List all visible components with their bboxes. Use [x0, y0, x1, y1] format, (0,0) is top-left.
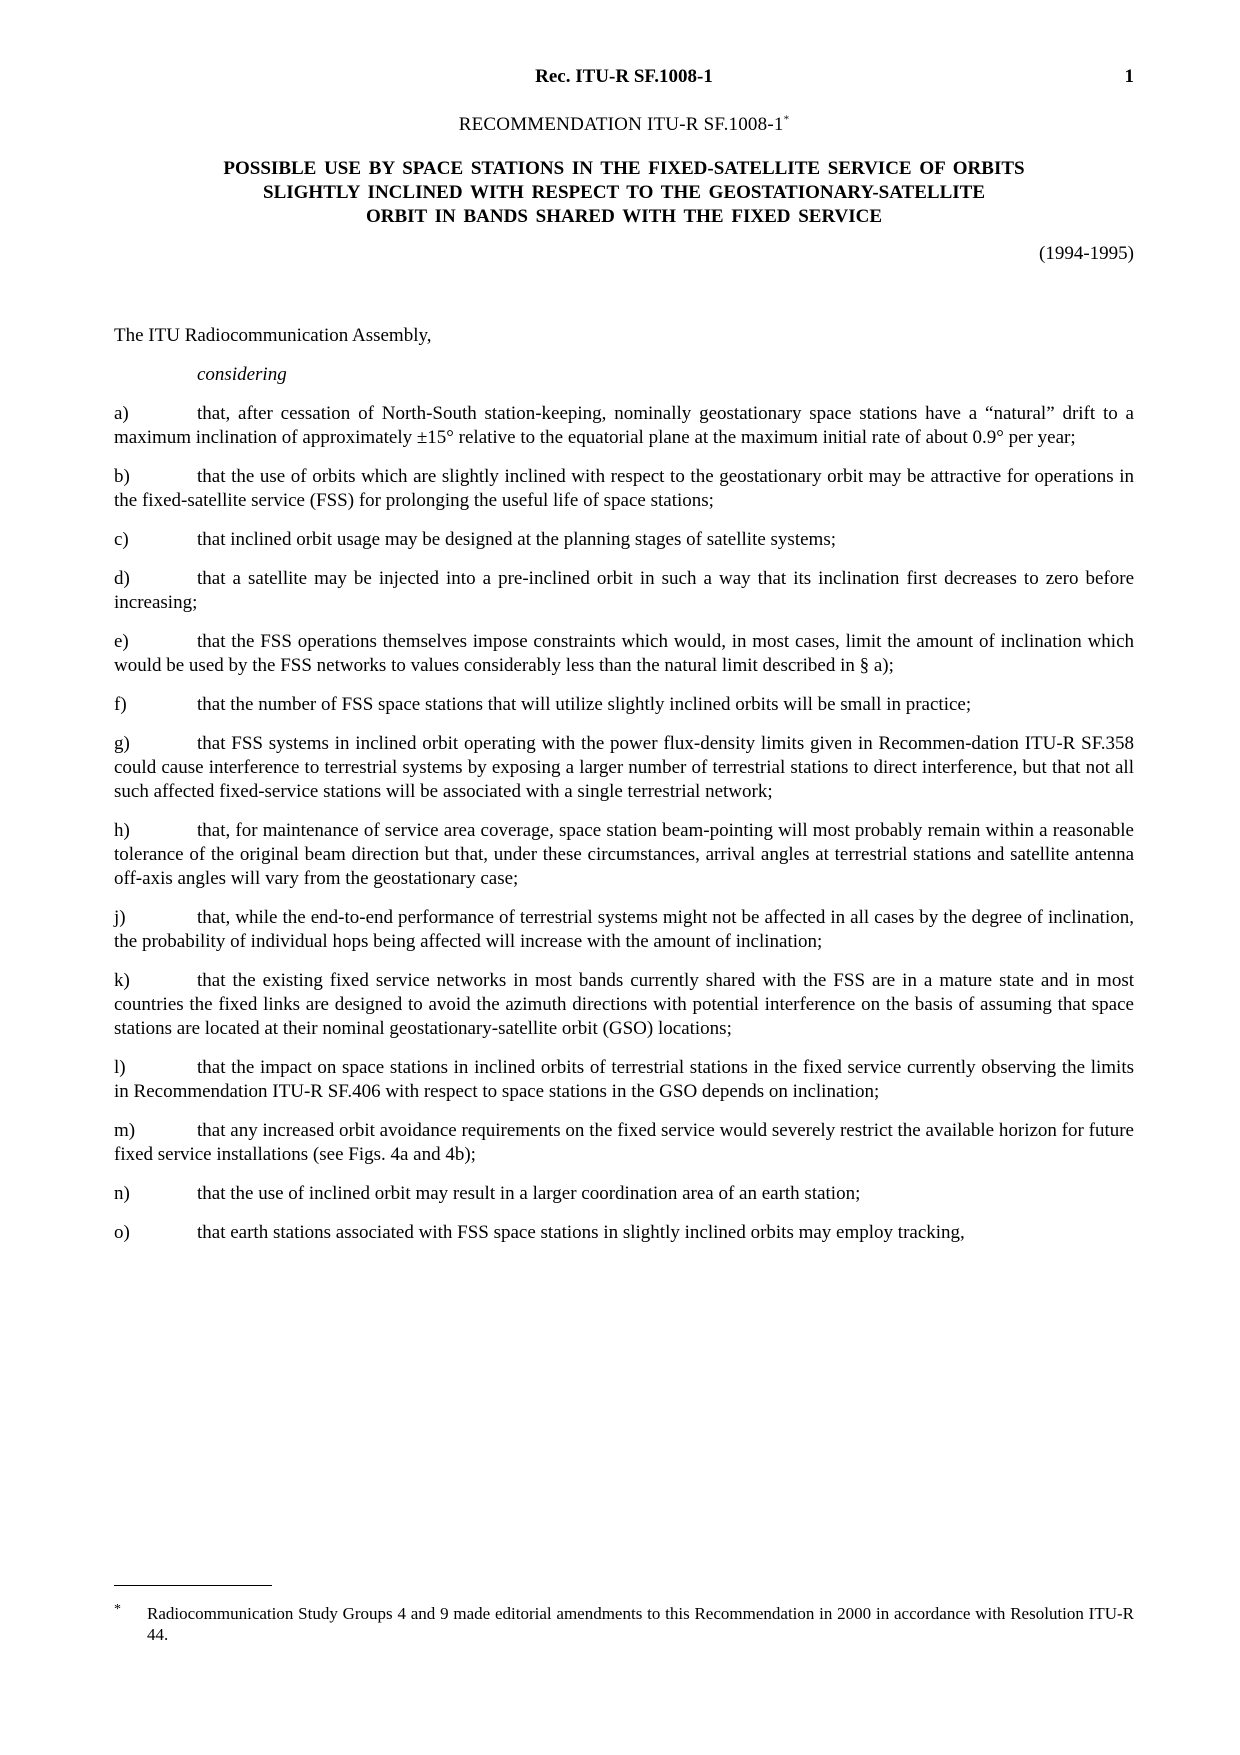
recommendation-label	[114, 114, 1134, 136]
running-header	[114, 66, 1134, 92]
paragraph-label: d)	[114, 568, 130, 589]
paragraph-label: n)	[114, 1183, 130, 1204]
paragraph-text: that FSS systems in inclined orbit operating with the power flux-density limits given in Recommen-dation ITU-R SF.358 could cause interference to terrestrial systems by exposing a larger number of terrestrial stations to direct interference, but that not all such affected fixed-service stations will be associated with a single terrestrial network;	[114, 733, 1134, 802]
paragraph-text: that any increased orbit avoidance requirements on the fixed service would severely restrict the available horizon for future fixed service installations (see Figs. 4a and 4b);	[114, 1120, 1134, 1165]
considering-paragraph-j	[114, 906, 1134, 954]
considering-paragraph-f	[114, 693, 1134, 717]
considering-paragraph-d	[114, 567, 1134, 615]
page-number: 1	[1124, 66, 1134, 87]
paragraph-label: e)	[114, 631, 129, 652]
considering-heading: considering	[197, 364, 287, 385]
paragraph-text: that the FSS operations themselves impose constraints which would, in most cases, limit the amount of inclination which would be used by the FSS networks to values considerably less than the natural limit described in § a);	[114, 631, 1134, 676]
considering-paragraph-h	[114, 819, 1134, 891]
paragraph-text: that earth stations associated with FSS space stations in slightly inclined orbits may employ tracking,	[197, 1222, 965, 1243]
paragraph-label: f)	[114, 694, 127, 715]
paragraph-text: that, while the end-to-end performance of terrestrial systems might not be affected in all cases by the degree of inclination, the probability of individual hops being affected will increase with the amount of inclination;	[114, 907, 1134, 952]
paragraph-text: that the use of orbits which are slightly inclined with respect to the geostationary orbit may be attractive for operations in the fixed-satellite service (FSS) for prolonging the useful life of space stations;	[114, 466, 1134, 511]
paragraph-text: that the existing fixed service networks in most bands currently shared with the FSS are in a mature state and in most countries the fixed links are designed to avoid the azimuth directions with potential interference on the basis of assuming that space stations are located at their nominal geostationary-satellite orbit (GSO) locations;	[114, 970, 1134, 1039]
title-line: ORBIT IN BANDS SHARED WITH THE FIXED SERVICE	[365, 206, 883, 227]
considering-paragraph-e	[114, 630, 1134, 678]
footnote-text: Radiocommunication Study Groups 4 and 9 made editorial amendments to this Recommendation in 2000 in accordance with Resolution ITU-R 44.	[147, 1604, 1134, 1644]
title-line: POSSIBLE USE BY SPACE STATIONS IN THE FIXED-SATELLITE SERVICE OF ORBITS	[223, 158, 1025, 179]
paragraph-label: j)	[114, 907, 126, 928]
paragraph-label: g)	[114, 733, 130, 754]
paragraph-label: k)	[114, 970, 130, 991]
footnote-reference-mark: *	[783, 113, 790, 126]
title-line: SLIGHTLY INCLINED WITH RESPECT TO THE GEOSTATIONARY-SATELLITE	[263, 182, 985, 203]
assembly-line: The ITU Radiocommunication Assembly,	[114, 325, 432, 346]
document-title	[140, 157, 1108, 229]
considering-paragraph-m	[114, 1119, 1134, 1167]
paragraph-text: that the impact on space stations in inclined orbits of terrestrial stations in the fixed service currently observing the limits in Recommendation ITU-R SF.406 with respect to space stations in the GSO depends on inclination;	[114, 1057, 1134, 1102]
considering-paragraph-g	[114, 732, 1134, 804]
considering-paragraph-b	[114, 465, 1134, 513]
footnote-separator	[114, 1585, 272, 1586]
paragraph-label: l)	[114, 1057, 126, 1078]
considering-paragraph-l	[114, 1056, 1134, 1104]
considering-paragraph-n	[114, 1182, 1134, 1206]
paragraph-text: that the use of inclined orbit may result in a larger coordination area of an earth station;	[197, 1183, 861, 1204]
paragraph-text: that a satellite may be injected into a pre-inclined orbit in such a way that its inclination first decreases to zero before increasing;	[114, 568, 1134, 613]
paragraph-label: c)	[114, 529, 129, 550]
paragraph-text: that, after cessation of North-South station-keeping, nominally geostationary space stations have a “natural” drift to a maximum inclination of approximately ±15° relative to the equatorial plane at the maximum initial rate of about 0.9° per year;	[114, 403, 1134, 448]
considering-paragraph-a	[114, 402, 1134, 450]
paragraph-label: a)	[114, 403, 129, 424]
paragraph-text: that the number of FSS space stations that will utilize slightly inclined orbits will be small in practice;	[197, 694, 972, 715]
paragraph-label: h)	[114, 820, 130, 841]
approval-dates: (1994-1995)	[1039, 243, 1134, 264]
recommendation-label-text: RECOMMENDATION ITU-R SF.1008-1	[458, 114, 784, 135]
footnote	[114, 1603, 1134, 1645]
header-reference: Rec. ITU-R SF.1008-1	[535, 66, 713, 87]
considering-paragraph-c	[114, 528, 1134, 552]
paragraph-text: that inclined orbit usage may be designed at the planning stages of satellite systems;	[197, 529, 836, 550]
document-body	[114, 324, 1134, 1245]
paragraph-label: b)	[114, 466, 130, 487]
paragraph-text: that, for maintenance of service area coverage, space station beam-pointing will most probably remain within a reasonable tolerance of the original beam direction but that, under these circumstances, arrival angles at terrestrial stations and satellite antenna off-axis angles will vary from the geostationary case;	[114, 820, 1134, 889]
paragraph-label: o)	[114, 1222, 130, 1243]
footnote-mark: *	[114, 1602, 121, 1617]
paragraph-label: m)	[114, 1120, 136, 1141]
considering-paragraph-o	[114, 1221, 1134, 1245]
considering-paragraph-k	[114, 969, 1134, 1041]
